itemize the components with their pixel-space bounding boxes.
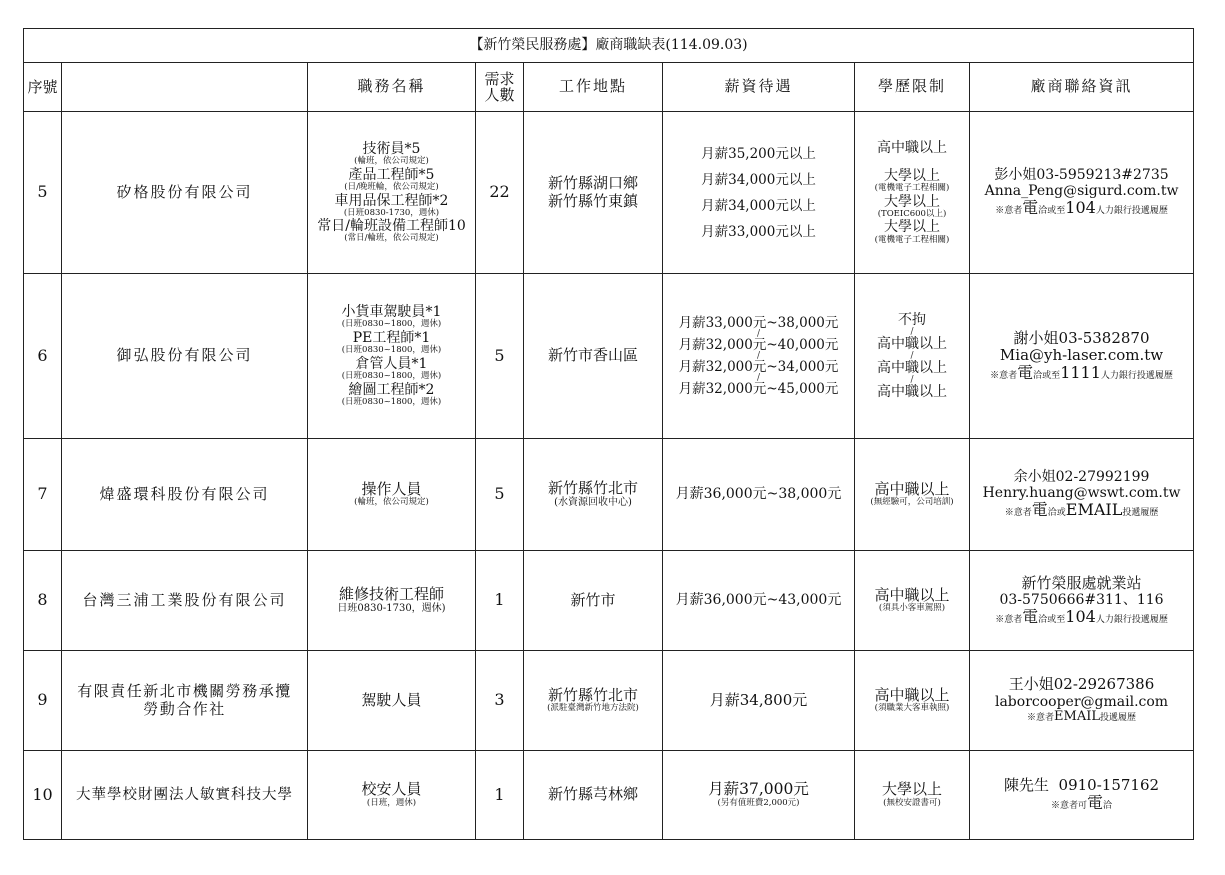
row-contact <box>970 439 1194 551</box>
contact-note: ※意者電洽或至1111人力銀行投遞履歷 <box>990 363 1173 383</box>
contact-email: laborcooper@gmail.com <box>994 693 1169 710</box>
contact-note: ※意者可電洽 <box>1051 793 1113 813</box>
row-positions: 駕駛人員 <box>308 651 476 751</box>
company-line: 勞動合作社 <box>143 699 226 718</box>
row-salary <box>663 112 855 274</box>
row-positions <box>308 551 476 651</box>
education-title: 高中職以上 <box>877 384 947 401</box>
position-title: 技術員*5 <box>362 140 421 157</box>
row-salary: 月薪36,000元~38,000元 <box>663 439 855 551</box>
row-education <box>855 112 970 274</box>
salary-line: 月薪37,000元 <box>708 780 809 799</box>
row-contact <box>970 274 1194 439</box>
separator: / <box>910 326 914 337</box>
education-title: 高中職以上 <box>877 360 947 376</box>
header-seq: 序號 <box>24 63 62 112</box>
education-title: 高中職以上 <box>874 479 950 498</box>
position-note: (日/晚班輪，依公司規定) <box>344 181 439 192</box>
education-title: 大學以上 <box>884 167 940 184</box>
education-title: 高中職以上 <box>874 585 950 604</box>
salary-line: 月薪32,000元~45,000元 <box>678 381 839 397</box>
education-title: 高中職以上 <box>874 685 950 704</box>
contact-phone: 王小姐02-29267386 <box>1008 675 1155 694</box>
table-row <box>24 551 1194 651</box>
position-note: (日班0830~1800，週休) <box>341 396 442 407</box>
salary-line: 月薪34,000元以上 <box>701 171 816 188</box>
position-note: (日班0830~1800，週休) <box>341 345 442 356</box>
row-contact <box>970 551 1194 651</box>
row-positions <box>308 439 476 551</box>
row-count: 22 <box>476 112 524 274</box>
row-count: 3 <box>476 651 524 751</box>
row-salary <box>663 751 855 840</box>
header-education: 學歷限制 <box>855 63 970 112</box>
row-count: 5 <box>476 274 524 439</box>
separator: / <box>910 351 914 361</box>
salary-line: 月薪33,000元以上 <box>701 223 816 240</box>
education-title: 大學以上 <box>881 780 942 799</box>
table-row <box>24 651 1194 751</box>
education-note: (TOEIC600以上) <box>877 208 947 219</box>
row-positions <box>308 112 476 274</box>
table-row <box>24 112 1194 274</box>
education-title: 高中職以上 <box>877 139 947 156</box>
separator: / <box>910 375 914 386</box>
position-note: 日班0830-1730，週休) <box>337 603 446 615</box>
position-note: (輪班，依公司規定) <box>354 155 429 166</box>
table-row <box>24 274 1194 439</box>
education-note: (電機電子工程相關) <box>874 182 950 193</box>
position-title: 維修技術工程師 <box>338 585 444 604</box>
row-salary: 月薪34,800元 <box>663 651 855 751</box>
row-positions <box>308 751 476 840</box>
table-row <box>24 439 1194 551</box>
table-title: 【新竹榮民服務處】廠商職缺表(114.09.03) <box>24 29 1194 63</box>
separator: / <box>756 329 761 339</box>
row-location: 新竹市 <box>524 551 663 651</box>
position-note: (日班0830~1800，週休) <box>341 371 442 382</box>
separator: / <box>756 373 761 383</box>
row-location: 新竹市香山區 <box>524 274 663 439</box>
separator: / <box>756 351 761 361</box>
salary-line: 月薪32,000元~40,000元 <box>678 337 839 353</box>
header-position: 職務名稱 <box>308 63 476 112</box>
header-count: 需求人數 <box>476 63 524 112</box>
salary-line: 月薪35,200元以上 <box>701 145 816 162</box>
education-note: (須具小客車駕照) <box>878 603 946 614</box>
contact-email: Henry.huang@wswt.com.tw <box>982 485 1181 502</box>
row-company: 矽格股份有限公司 <box>62 112 308 274</box>
position-note: (輪班，依公司規定) <box>354 497 429 508</box>
position-note: (常日/輪班，依公司規定) <box>344 233 439 244</box>
contact-phone: 03-5750666#311、116 <box>999 591 1164 608</box>
header-salary: 薪資待遇 <box>663 63 855 112</box>
location-line: 新竹縣竹東鎮 <box>547 191 638 210</box>
row-count: 1 <box>476 751 524 840</box>
contact-phone: 謝小姐03-5382870 <box>1013 328 1150 347</box>
row-contact <box>970 651 1194 751</box>
education-title: 不拘 <box>898 311 926 328</box>
job-vacancy-table <box>23 28 1194 840</box>
education-note: (無經驗可，公司培訓) <box>870 497 954 508</box>
header-contact: 廠商聯絡資訊 <box>970 63 1194 112</box>
position-title: 操作人員 <box>361 479 422 498</box>
education-title: 大學以上 <box>884 219 940 236</box>
row-company: 煒盛環科股份有限公司 <box>62 439 308 551</box>
contact-name: 新竹榮服處就業站 <box>1021 573 1142 592</box>
row-location <box>524 439 663 551</box>
contact-note: ※意者電洽或至104人力銀行投遞履歷 <box>995 198 1168 218</box>
row-education <box>855 439 970 551</box>
contact-note: ※意者EMAIL投遞履歷 <box>1027 708 1137 724</box>
company-line: 有限責任新北市機關勞務承攬 <box>77 682 292 701</box>
education-title: 高中職以上 <box>877 335 947 352</box>
position-title: PE工程師*1 <box>352 330 431 347</box>
row-company: 台灣三浦工業股份有限公司 <box>62 551 308 651</box>
row-company <box>62 651 308 751</box>
row-location <box>524 112 663 274</box>
position-title: 產品工程師*5 <box>348 166 435 183</box>
row-location: 新竹縣芎林鄉 <box>524 751 663 840</box>
row-positions <box>308 274 476 439</box>
education-note: (須職業大客車執照) <box>874 703 950 714</box>
header-row <box>24 63 1194 112</box>
contact-phone: 余小姐02-27992199 <box>1013 469 1150 486</box>
row-count: 1 <box>476 551 524 651</box>
education-note: (電機電子工程相關) <box>874 234 950 245</box>
row-education <box>855 651 970 751</box>
salary-line: 月薪33,000元~38,000元 <box>678 315 839 331</box>
position-title: 倉管人員*1 <box>355 356 428 372</box>
salary-line: 月薪32,000元~34,000元 <box>678 359 839 375</box>
location-note: (派駐臺灣新竹地方法院) <box>547 703 639 714</box>
location-line: 新竹縣竹北市 <box>547 685 638 704</box>
contact-phone: 陳先生 0910-157162 <box>1004 776 1160 795</box>
contact-email: Anna_Peng@sigurd.com.tw <box>984 183 1179 200</box>
position-title: 小貨車駕駛員*1 <box>341 304 442 321</box>
row-count: 5 <box>476 439 524 551</box>
position-title: 車用品保工程師*2 <box>334 192 449 209</box>
position-note: (日班0830~1800，週休) <box>341 319 442 330</box>
contact-email: Mia@yh-laser.com.tw <box>999 345 1164 364</box>
salary-line: 月薪34,000元以上 <box>701 197 816 214</box>
row-seq: 5 <box>24 112 62 274</box>
row-seq: 6 <box>24 274 62 439</box>
row-salary: 月薪36,000元~43,000元 <box>663 551 855 651</box>
location-line: 新竹縣湖口鄉 <box>547 174 638 193</box>
row-education <box>855 551 970 651</box>
position-title: 校安人員 <box>361 780 422 799</box>
row-company: 大華學校財團法人敏實科技大學 <box>62 751 308 840</box>
row-contact <box>970 112 1194 274</box>
location-note: (水資源回收中心) <box>554 497 632 509</box>
row-education <box>855 274 970 439</box>
position-title: 繪圖工程師*2 <box>348 381 435 398</box>
header-company <box>62 63 308 112</box>
education-title: 大學以上 <box>884 193 940 210</box>
row-contact <box>970 751 1194 840</box>
row-salary <box>663 274 855 439</box>
contact-note: ※意者電洽或EMAIL投遞履歷 <box>1004 500 1159 520</box>
row-seq: 9 <box>24 651 62 751</box>
contact-note: ※意者電洽或至104人力銀行投遞履歷 <box>995 606 1168 626</box>
education-note: (無校安證書可) <box>883 797 941 808</box>
table-row <box>24 751 1194 840</box>
position-title: 常日/輪班設備工程師10 <box>317 218 466 235</box>
salary-note: (另有值班費2,000元) <box>717 798 800 809</box>
position-note: (日班，週休) <box>366 797 417 808</box>
row-education <box>855 751 970 840</box>
row-company: 御弘股份有限公司 <box>62 274 308 439</box>
row-seq: 10 <box>24 751 62 840</box>
row-seq: 8 <box>24 551 62 651</box>
header-location: 工作地點 <box>524 63 663 112</box>
contact-phone: 彭小姐03-5959213#2735 <box>994 167 1169 184</box>
row-seq: 7 <box>24 439 62 551</box>
row-location <box>524 651 663 751</box>
location-line: 新竹縣竹北市 <box>547 479 638 498</box>
position-note: (日班0830-1730，週休) <box>343 207 440 218</box>
